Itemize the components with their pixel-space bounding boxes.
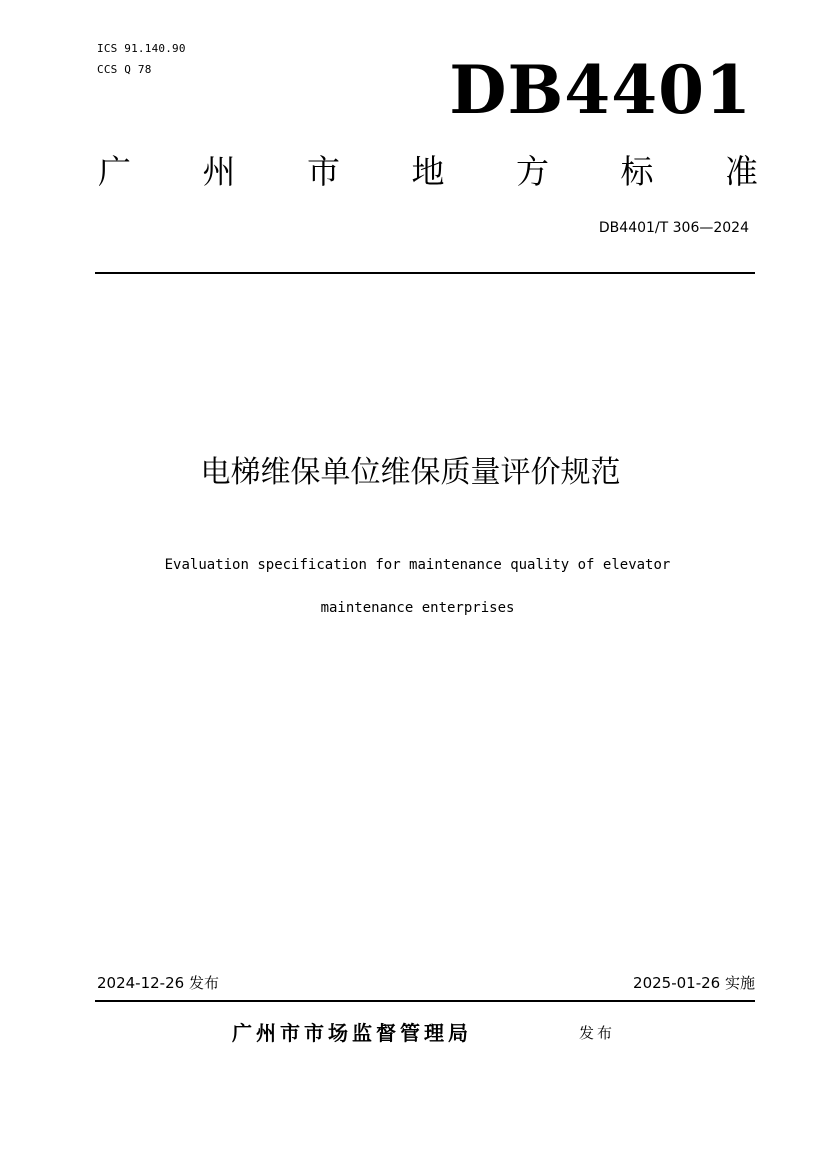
implementation-date: 2025-01-26 实施 [633, 974, 755, 992]
standard-type-char: 州 [202, 152, 236, 191]
standard-type-char: 广 [98, 152, 131, 191]
standard-type-char: 市 [307, 152, 340, 191]
standard-type-char: 标 [620, 152, 654, 191]
standard-type-char: 地 [411, 152, 445, 191]
ccs-code: CCS Q 78 [97, 63, 152, 76]
title-english-line2: maintenance enterprises [320, 600, 515, 616]
title-chinese: 电梯维保单位维保质量评价规范 [200, 455, 621, 490]
standard-number: DB4401/T 306—2024 [598, 220, 749, 236]
standard-type [98, 148, 758, 196]
standard-logo: DB4401 [449, 51, 752, 129]
title-english-line1: Evaluation specification for maintenance quality of elevator [164, 557, 671, 573]
standard-type-char: 方 [516, 152, 549, 191]
publisher-name: 广州市市场监督管理局 [232, 1021, 472, 1045]
bottom-divider [95, 1000, 755, 1002]
ics-code: ICS 91.140.90 [97, 42, 186, 55]
top-divider [95, 272, 755, 274]
standard-type-char: 准 [725, 152, 758, 191]
issue-date: 2024-12-26 发布 [97, 974, 219, 992]
publisher-suffix: 发布 [579, 1024, 616, 1042]
